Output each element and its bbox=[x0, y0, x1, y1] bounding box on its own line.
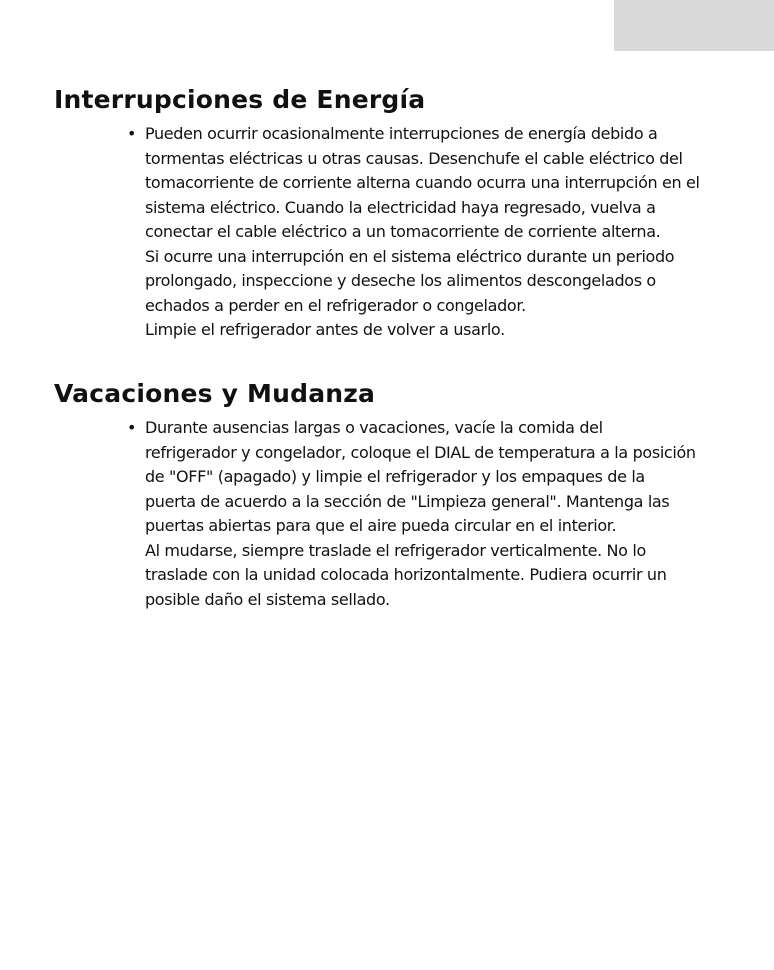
body-line: Durante ausencias largas o vacaciones, vacíe la comida del bbox=[145, 418, 603, 437]
bullet-icon: • bbox=[127, 418, 137, 437]
body-line: echados a perder en el refrigerador o congelador. bbox=[145, 295, 526, 315]
page-corner-tab bbox=[614, 0, 774, 51]
section-heading: Interrupciones de Energía bbox=[54, 85, 426, 114]
section-body bbox=[127, 416, 696, 612]
body-line: posible daño el sistema sellado. bbox=[145, 589, 390, 609]
section-heading: Vacaciones y Mudanza bbox=[54, 379, 376, 408]
body-line: Pueden ocurrir ocasionalmente interrupciones de energía debido a bbox=[145, 124, 658, 143]
body-line: prolongado, inspeccione y deseche los alimentos descongelados o bbox=[145, 271, 656, 290]
body-line: Al mudarse, siempre traslade el refrigerador verticalmente. No lo bbox=[145, 540, 646, 560]
body-line: de "OFF" (apagado) y limpie el refrigerador y los empaques de la bbox=[145, 467, 645, 486]
body-line: conectar el cable eléctrico a un tomacorriente de corriente alterna. bbox=[145, 222, 661, 241]
body-line: tormentas eléctricas u otras causas. Desenchufe el cable eléctrico del bbox=[145, 148, 683, 168]
section-body bbox=[127, 122, 700, 343]
body-line: sistema eléctrico. Cuando la electricidad haya regresado, vuelva a bbox=[145, 197, 656, 217]
body-line: traslade con la unidad colocada horizontalmente. Pudiera ocurrir un bbox=[145, 565, 667, 584]
body-line: puerta de acuerdo a la sección de "Limpieza general". Mantenga las bbox=[145, 491, 670, 511]
body-line: Limpie el refrigerador antes de volver a usarlo. bbox=[145, 320, 505, 339]
body-line: puertas abiertas para que el aire pueda circular en el interior. bbox=[145, 516, 617, 535]
body-line: Si ocurre una interrupción en el sistema eléctrico durante un periodo bbox=[145, 246, 675, 266]
body-line: tomacorriente de corriente alterna cuando ocurra una interrupción en el bbox=[145, 173, 700, 192]
bullet-icon: • bbox=[127, 124, 137, 143]
body-line: refrigerador y congelador, coloque el DIAL de temperatura a la posición bbox=[145, 442, 696, 462]
